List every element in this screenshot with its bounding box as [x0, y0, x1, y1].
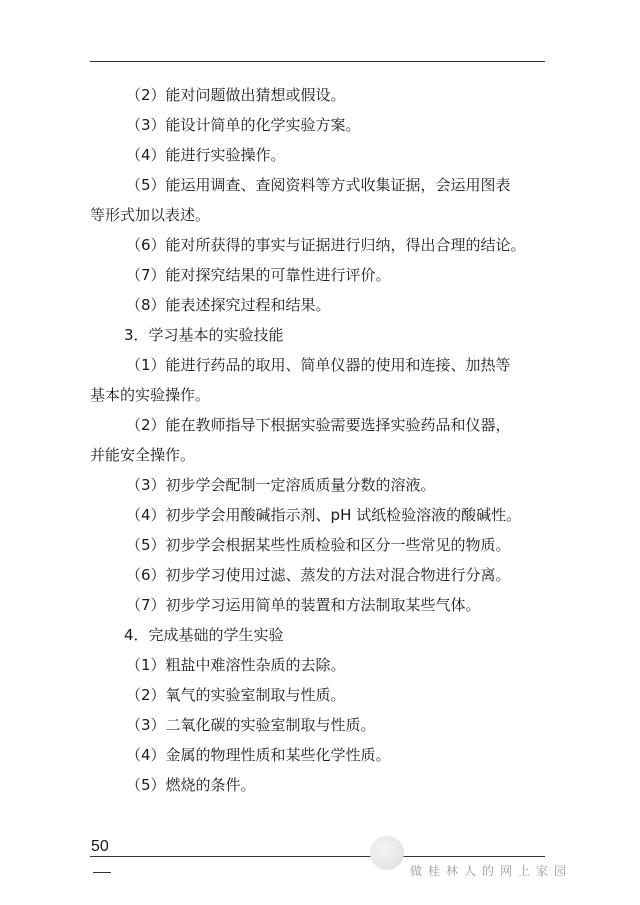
text-line: （3）二氧化碳的实验室制取与性质。	[126, 716, 376, 734]
text-line: （8）能表述探究过程和结果。	[126, 296, 331, 314]
text-line: 并能安全操作。	[90, 446, 196, 464]
document-body	[90, 80, 550, 800]
watermark-text: 做桂林人的网上家园	[410, 864, 573, 878]
header-rule	[90, 61, 545, 62]
section-heading: 3．学习基本的实验技能	[124, 326, 284, 344]
text-line: （5）燃烧的条件。	[126, 776, 256, 794]
text-line: （2）能在教师指导下根据实验需要选择实验药品和仪器，	[126, 416, 511, 434]
text-line: （4）金属的物理性质和某些化学性质。	[126, 746, 391, 764]
text-line: （7）能对探究结果的可靠性进行评价。	[126, 266, 391, 284]
text-line: 基本的实验操作。	[90, 386, 211, 404]
text-line: （2）氧气的实验室制取与性质。	[126, 686, 346, 704]
section-heading: 4．完成基础的学生实验	[124, 626, 284, 644]
text-line: （6）能对所获得的事实与证据进行归纳，得出合理的结论。	[126, 236, 526, 254]
text-line: （5）初步学会根据某些性质检验和区分一些常见的物质。	[126, 536, 511, 554]
watermark-logo-icon	[370, 836, 404, 870]
page-number: 50	[91, 838, 109, 855]
text-line: （7）初步学习运用简单的装置和方法制取某些气体。	[126, 596, 481, 614]
text-line: （3）初步学会配制一定溶质质量分数的溶液。	[126, 476, 436, 494]
text-line: （3）能设计简单的化学实验方案。	[126, 116, 361, 134]
text-line: （4）能进行实验操作。	[126, 146, 286, 164]
page-number-underline	[93, 872, 111, 873]
text-line: （1）粗盐中难溶性杂质的去除。	[126, 656, 346, 674]
footer-rule	[90, 856, 545, 857]
text-line: （5）能运用调查、查阅资料等方式收集证据，会运用图表	[126, 176, 511, 194]
text-line: （1）能进行药品的取用、简单仪器的使用和连接、加热等	[126, 356, 511, 374]
text-line: （6）初步学习使用过滤、蒸发的方法对混合物进行分离。	[126, 566, 511, 584]
text-line: 等形式加以表述。	[90, 206, 211, 224]
text-line: （4）初步学会用酸碱指示剂、pH 试纸检验溶液的酸碱性。	[126, 506, 522, 524]
text-line: （2）能对问题做出猜想或假设。	[126, 86, 346, 104]
